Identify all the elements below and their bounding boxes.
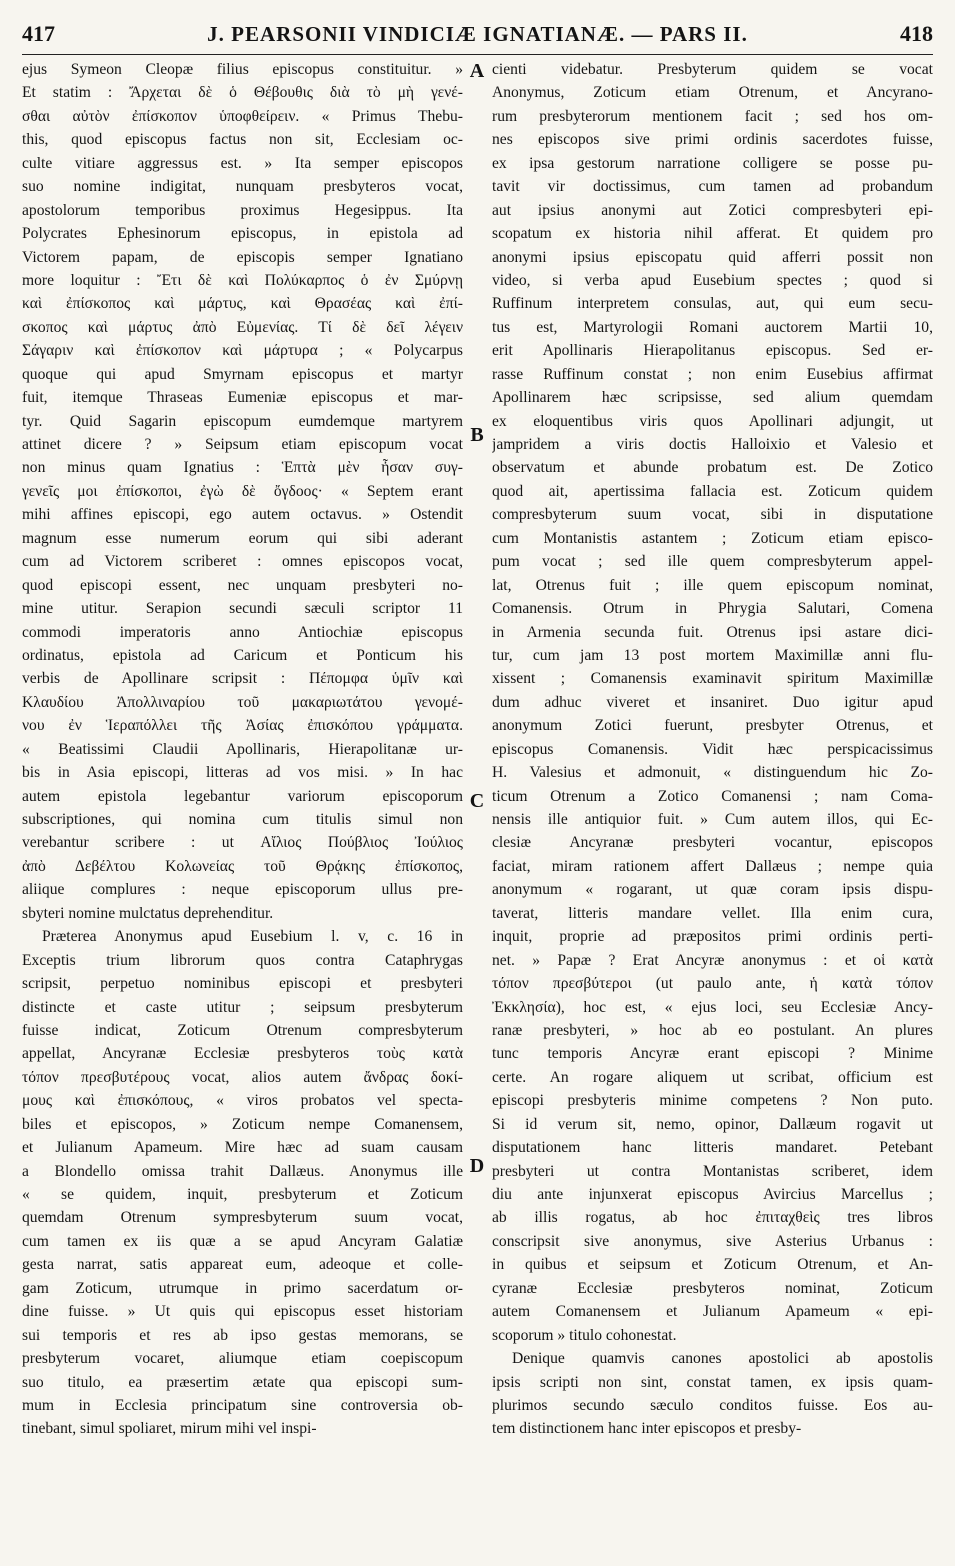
text-line: Σάγαριν καὶ ἐπίσκοπον καὶ μάρτυρα ; « Polycarpus <box>22 342 463 360</box>
margin-letter-b: B <box>470 424 484 446</box>
text-line: sbyteri nomine mulctatus deprehenditur. <box>22 904 274 922</box>
text-line: Ruffinum interpretem consulas, aut, qui eum secu- <box>492 295 933 313</box>
text-line: jampridem a viris doctis Halloixio et Valesio et <box>492 436 933 453</box>
text-line: Si id verum sit, nemo, opinor, Dallæum rogavit ut <box>492 1115 933 1133</box>
text-line: pum vocat ; sed ille quem compresbyterum appel- <box>492 553 933 571</box>
text-line: clesiæ Ancyranæ presbyteri vocantur, episcopos <box>492 834 933 852</box>
text-line: ex eloquentibus viris quos Apollinari adjungit, ut <box>492 412 933 430</box>
text-line: mum in Ecclesia principatum sine controversia ob- <box>22 1396 463 1414</box>
text-line: mihi affines episcopi, ego autem octavus. » Ostendit <box>22 506 463 524</box>
text-line: γενεῖς μοι ἐπίσκοποι, ἐγὼ δὲ ὄγδοος· « Septem erant <box>22 482 463 500</box>
text-line: plurimos secundo sæculo conditos fuisse. Eos au- <box>492 1396 933 1414</box>
text-line: νου ἐν Ἱεραπόλλει τῆς Ἀσίας ἐπισκόπου γράμματα. <box>22 717 463 735</box>
text-line: τόπον πρεσβυτέρους vocat, alios autem ἄνδρας δοκί- <box>22 1068 463 1086</box>
text-line: nensis ille antiquior fuit. » Cum autem illos, qui Ec- <box>492 811 933 828</box>
text-line: ἀπὸ Δεβέλτου Κολωνείας τοῦ Θρᾴκης ἐπίσκοπος, <box>22 857 463 875</box>
text-line: culte vitiare aggressus est. » Ita semper episcopos <box>22 154 463 172</box>
text-line: diu ante injunxerat episcopus Avircius Marcellus ; <box>492 1186 933 1203</box>
text-line: tyr. Quid Sagarin episcopum eumdemque martyrem <box>22 412 463 430</box>
margin-letter-d: D <box>469 1155 485 1177</box>
text-line: tavit vir doctissimus, cum tamen ad probandum <box>492 178 933 196</box>
text-line: H. Valesius et admonuit, « distinguendum hic Zo- <box>492 764 933 782</box>
text-line: tur, cum jam 13 post mortem Maximillæ anni flu- <box>492 646 933 664</box>
running-title: J. PEARSONII VINDICIÆ IGNATIANÆ. — PARS II. <box>207 21 748 46</box>
text-line: quod ait, apertissima fallacia est. Zoticum quidem <box>492 482 933 500</box>
text-line: aut ipsius anonymi aut Zotici compresbyteri epi- <box>492 201 933 219</box>
text-line: gam Zoticum, utrumque in primo sacerdatum or- <box>22 1279 463 1297</box>
text-line: in Armenia secunda fuit. Otrenus ipsi astare dici- <box>492 623 933 641</box>
text-line: scopatum ex historia nihil afferat. Et quidem pro <box>492 225 933 243</box>
text-line: tus est, Martyrologii Romani auctorem Martii 10, <box>492 318 933 336</box>
text-line: Et statim : Ἄρχεται δὲ ὁ Θέβουθις διὰ τὸ μὴ γενέ- <box>22 84 463 102</box>
text-line: Anonymus, Zoticum etiam Otrenum, et Ancyrano- <box>492 84 933 102</box>
text-line: attinet dicere ? » Seipsum etiam episcopum vocat <box>22 436 463 453</box>
text-line: verebantur scribere : ut Αἴλιος Πούβλιος Ἰούλιος <box>22 834 463 852</box>
text-line: conscripsit sive anonymus, sive Asterius Urbanus : <box>492 1232 933 1250</box>
text-line: autem Comanensem et Julianum Apameum « epi- <box>492 1303 933 1321</box>
text-line: quoque qui apud Smyrnam episcopus et martyr <box>22 365 463 383</box>
text-line: σθαι αὐτὸν ἐπίσκοπον ὑποφθείρειν. « Primus Thebu- <box>22 107 463 125</box>
text-line: Præterea Anonymus apud Eusebium l. v, c. 16 in <box>42 928 463 946</box>
text-line: presbyteri ut contra Montanistas scriberet, idem <box>492 1162 933 1180</box>
text-line: et Julianum Apameum. Mire hæc ad suam causam <box>22 1139 463 1157</box>
text-line: quemdam Otrenum sympresbyterum suum vocat, <box>22 1209 463 1227</box>
text-line: fuisse indicat, Zoticum Otrenum compresbyterum <box>22 1021 463 1039</box>
text-line: fuit, itemque Thraseas Eumeniæ episcopus et mar- <box>22 389 463 407</box>
text-line: sui temporis et res ab ipso gestas memorans, se <box>22 1326 463 1344</box>
running-header <box>22 14 933 55</box>
text-line: cum ad Victorem scriberet : omnes episcopos vocat, <box>22 553 463 571</box>
text-line: μους καὶ ἐπισκόπους, « viros probatos vel specta- <box>22 1092 463 1110</box>
text-line: ex ipsa gestorum narratione colligere se posse pu- <box>492 154 933 172</box>
page-number-right: 418 <box>900 21 933 46</box>
text-line: bis in Asia episcopi, litteras ad vos misi. » In hac <box>22 764 463 782</box>
text-line: magnum esse numerum eorum qui sibi aderant <box>22 529 463 547</box>
text-line: « se quidem, inquit, presbyterum et Zoticum <box>22 1186 463 1203</box>
text-line: subscriptiones, qui nomina cum titulis simul non <box>22 811 463 828</box>
text-line: autem epistola legebantur variorum episcoporum <box>22 787 463 805</box>
text-line: cum Montanistis astantem ; Zoticum etiam episco- <box>492 529 933 547</box>
text-line: anonymi ipsius episcopatu quid afferri possit non <box>492 248 933 266</box>
text-line: Exceptis trium librorum quos contra Cataphrygas <box>22 951 463 969</box>
text-line: nes episcopos sive primi ordinis sacerdotes fuisse, <box>492 131 933 149</box>
text-line: mine utitur. Serapion secundi sæculi scriptor 11 <box>22 600 463 618</box>
text-line: scoporum » titulo cohonestat. <box>492 1326 677 1344</box>
text-line: ticum Otrenum a Zotico Comanensi ; nam Coma- <box>492 787 933 805</box>
text-line: appellat, Ancyranæ Ecclesiæ presbyteros τοὺς κατὰ <box>22 1045 463 1063</box>
text-line: tinebant, simul spoliaret, mirum mihi vel inspi- <box>22 1420 317 1438</box>
text-line: more loquitur : Ἔτι δὲ καὶ Πολύκαρπος ὁ ἐν Σμύρνῃ <box>22 271 463 289</box>
text-line: erit Apollinaris Hierapolitanus episcopus. Sed er- <box>492 342 933 360</box>
text-line: disputationem hanc litteris mandaret. Petebant <box>492 1139 933 1157</box>
text-line: observatum et abunde probatum est. De Zotico <box>492 459 933 477</box>
text-line: dum adhuc viveret et insaniret. Duo igitur apud <box>492 693 933 711</box>
text-line: certe. An rogare aliquem ut scribat, officium est <box>492 1068 933 1086</box>
text-line: Κλαυδίου Ἀπολλιναρίου τοῦ μακαριωτάτου γενομέ- <box>22 693 463 711</box>
text-line: video, si verba apud Eusebium spectes ; quod si <box>492 271 933 289</box>
text-line: faciat, miram rationem affert Dallæus ; nempe quia <box>492 857 933 875</box>
text-line: rum presbyterorum mentionem facit ; sed hos om- <box>492 107 933 125</box>
text-line: rasse Ruffinum constat ; non enim Eusebius affirmat <box>492 365 933 383</box>
text-line: cienti videbatur. Presbyterum quidem se vocat <box>492 61 933 78</box>
text-line: ejus Symeon Cleopæ filius episcopus constituitur. » <box>22 61 463 78</box>
right-column <box>492 58 933 1441</box>
text-line: Apollinarem hæc scripsisse, sed alium quemdam <box>492 389 933 407</box>
text-line: quod episcopi essent, nec unquam presbyteri no- <box>22 576 463 594</box>
text-line: Victorem papam, de episcopis semper Ignatiano <box>22 248 463 266</box>
text-line: distincte et caste utitur ; seipsum presbyterum <box>22 998 463 1016</box>
text-line: gesta narrat, satis appareat eum, adeoque et colle- <box>22 1256 463 1274</box>
text-line: « Beatissimi Claudii Apollinaris, Hierapolitanæ ur- <box>22 740 463 758</box>
text-line: episcopus Comanensis. Vidit hæc perspicacissimus <box>492 740 933 758</box>
text-line: ab illis rogatus, ab hoc ἐπιταχθεὶς tres libros <box>492 1209 933 1227</box>
text-line: net. » Papæ ? Erat Ancyræ anonymus : et οἱ κατὰ <box>492 951 933 969</box>
text-line: καὶ ἐπίσκοπος καὶ μάρτυς, καὶ Θρασέας καὶ ἐπί- <box>22 295 463 313</box>
text-line: episcopi presbyteris minime competens ? Non puto. <box>492 1092 933 1110</box>
text-line: suo titulo, ea præsertim ætate qua episcopi sum- <box>22 1373 463 1391</box>
text-line: anonymum Zotici fuerunt, presbyter Otrenus, et <box>492 717 933 735</box>
text-line: Comanensis. Otrum in Phrygia Salutari, Comena <box>492 600 933 618</box>
page-number-left: 417 <box>22 21 55 46</box>
text-line: cum tamen ex iis quæ a se apud Ancyram Galatiæ <box>22 1232 463 1250</box>
text-line: a Blondello omissa trahit Dallæus. Anonymus ille <box>22 1162 463 1180</box>
text-line: aliique complures : neque episcoporum ullus pre- <box>22 881 463 899</box>
text-line: inquit, proprie ad præpositos primi ordinis perti- <box>492 928 933 946</box>
text-line: τόπον πρεσβύτεροι (ut paulo ante, ἡ κατὰ τόπον <box>492 975 933 993</box>
text-line: Denique quamvis canones apostolici ab apostolis <box>512 1350 933 1368</box>
text-line: ranæ presbyteri, » hoc ab eo postulant. An plures <box>492 1021 933 1039</box>
text-line: lat, Otrenus fuit ; ille quem episcopum nominat, <box>492 576 933 594</box>
text-line: scripsit, perpetuo nominibus episcopi et presbyteri <box>22 975 463 993</box>
margin-letter-a: A <box>469 60 485 82</box>
text-line: tunc temporis Ancyræ erant episcopi ? Minime <box>492 1045 933 1063</box>
text-line: Ἐκκλησία), hoc est, « ejus loci, seu Ecclesiæ Ancy- <box>492 998 933 1016</box>
text-line: Polycrates Ephesinorum episcopus, in epistola ad <box>22 225 463 243</box>
text-line: tem distinctionem hanc inter episcopos et presby- <box>492 1420 802 1438</box>
text-line: σκοπος καὶ μάρτυς ἀπὸ Εὐμενίας. Τί δὲ δεῖ λέγειν <box>22 318 463 336</box>
text-line: xissent ; Comanensis examinavit spiritum Maximillæ <box>492 670 933 688</box>
text-line: cyranæ Ecclesiæ presbyteros nominat, Zoticum <box>492 1279 933 1297</box>
text-line: this, quod episcopus factus non sit, Ecclesiam oc- <box>22 131 463 149</box>
margin-letter-c: C <box>469 790 485 812</box>
text-line: non minus quam Ignatius : Ἑπτὰ μὲν ἦσαν συγ- <box>22 459 463 477</box>
text-line: apostolorum temporibus proximus Hegesippus. Ita <box>22 201 463 219</box>
text-line: presbyterum vocaret, aliumque etiam coepiscopum <box>22 1350 463 1368</box>
text-line: anonymum « rogarant, ut quæ coram ipsis dispu- <box>492 881 933 899</box>
text-line: in quibus et seipsum et Zoticum Otrenum, et An- <box>492 1256 933 1274</box>
text-line: compresbyterum suum vocat, sibi in disputatione <box>492 506 933 524</box>
text-line: commodi imperatoris anno Antiochiæ episcopus <box>22 623 463 641</box>
text-line: biles et episcopos, » Zoticum nempe Comanensem, <box>22 1115 463 1133</box>
text-line: ordinatus, epistola ad Caricum et Ponticum his <box>22 646 463 664</box>
text-line: dine fuisse. » Ut quis qui episcopus esset historiam <box>22 1303 463 1321</box>
text-line: suo nomine indigitat, nunquam presbyteros vocat, <box>22 178 463 196</box>
text-line: ipsis scripti non sint, constat tamen, ex ipsis quam- <box>492 1373 933 1391</box>
left-column <box>22 58 463 1441</box>
text-line: taverat, litteris mandare vellet. Illa enim cura, <box>492 904 933 922</box>
text-line: verbis de Apollinare scripsit : Πέπομφα ὑμῖν καὶ <box>22 670 463 688</box>
